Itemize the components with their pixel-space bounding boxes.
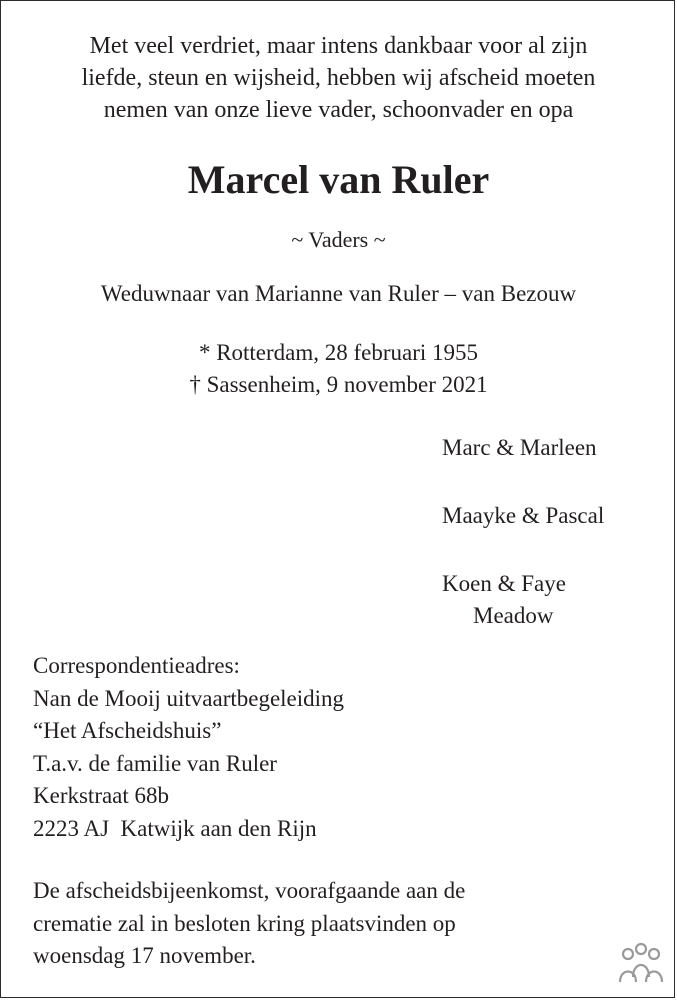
intro-line: nemen van onze lieve vader, schoonvader en opa	[103, 97, 574, 123]
address-line: Correspondentieadres:	[33, 653, 240, 678]
closing-line: woensdag 17 november.	[33, 943, 256, 968]
family-member: Maayke & Pascal	[442, 503, 605, 528]
address-line: T.a.v. de familie van Ruler	[33, 750, 277, 776]
people-group-icon	[617, 942, 665, 984]
nickname: ~ Vaders ~	[291, 227, 386, 252]
deceased-name: Marcel van Ruler	[187, 157, 490, 202]
correspondence-address	[33, 650, 344, 845]
address-line: Nan de Mooij uitvaartbegeleiding	[33, 685, 345, 711]
family-member: Meadow	[473, 603, 554, 628]
closing-line: crematie zal in besloten kring plaatsvinden op	[33, 910, 456, 936]
family-member: Koen & Faye	[442, 571, 566, 596]
address-line: “Het Afscheidshuis”	[33, 718, 222, 743]
closing-text	[33, 875, 465, 973]
life-dates	[0, 337, 677, 401]
death-line: † Sassenheim, 9 november 2021	[189, 372, 488, 397]
address-line: 2223 AJ Katwijk aan den Rijn	[33, 815, 317, 841]
intro-text	[0, 30, 677, 126]
birth-line: * Rotterdam, 28 februari 1955	[198, 340, 479, 365]
address-line: Kerkstraat 68b	[33, 783, 170, 808]
closing-line: De afscheidsbijeenkomst, voorafgaande aan de	[33, 878, 466, 903]
family-list	[442, 432, 604, 632]
spouse-line: Weduwnaar van Marianne van Ruler – van Bezouw	[100, 281, 577, 306]
family-member: Marc & Marleen	[442, 435, 597, 460]
intro-line: Met veel verdriet, maar intens dankbaar voor al zijn	[89, 33, 588, 59]
intro-line: liefde, steun en wijsheid, hebben wij afscheid moeten	[81, 65, 596, 91]
